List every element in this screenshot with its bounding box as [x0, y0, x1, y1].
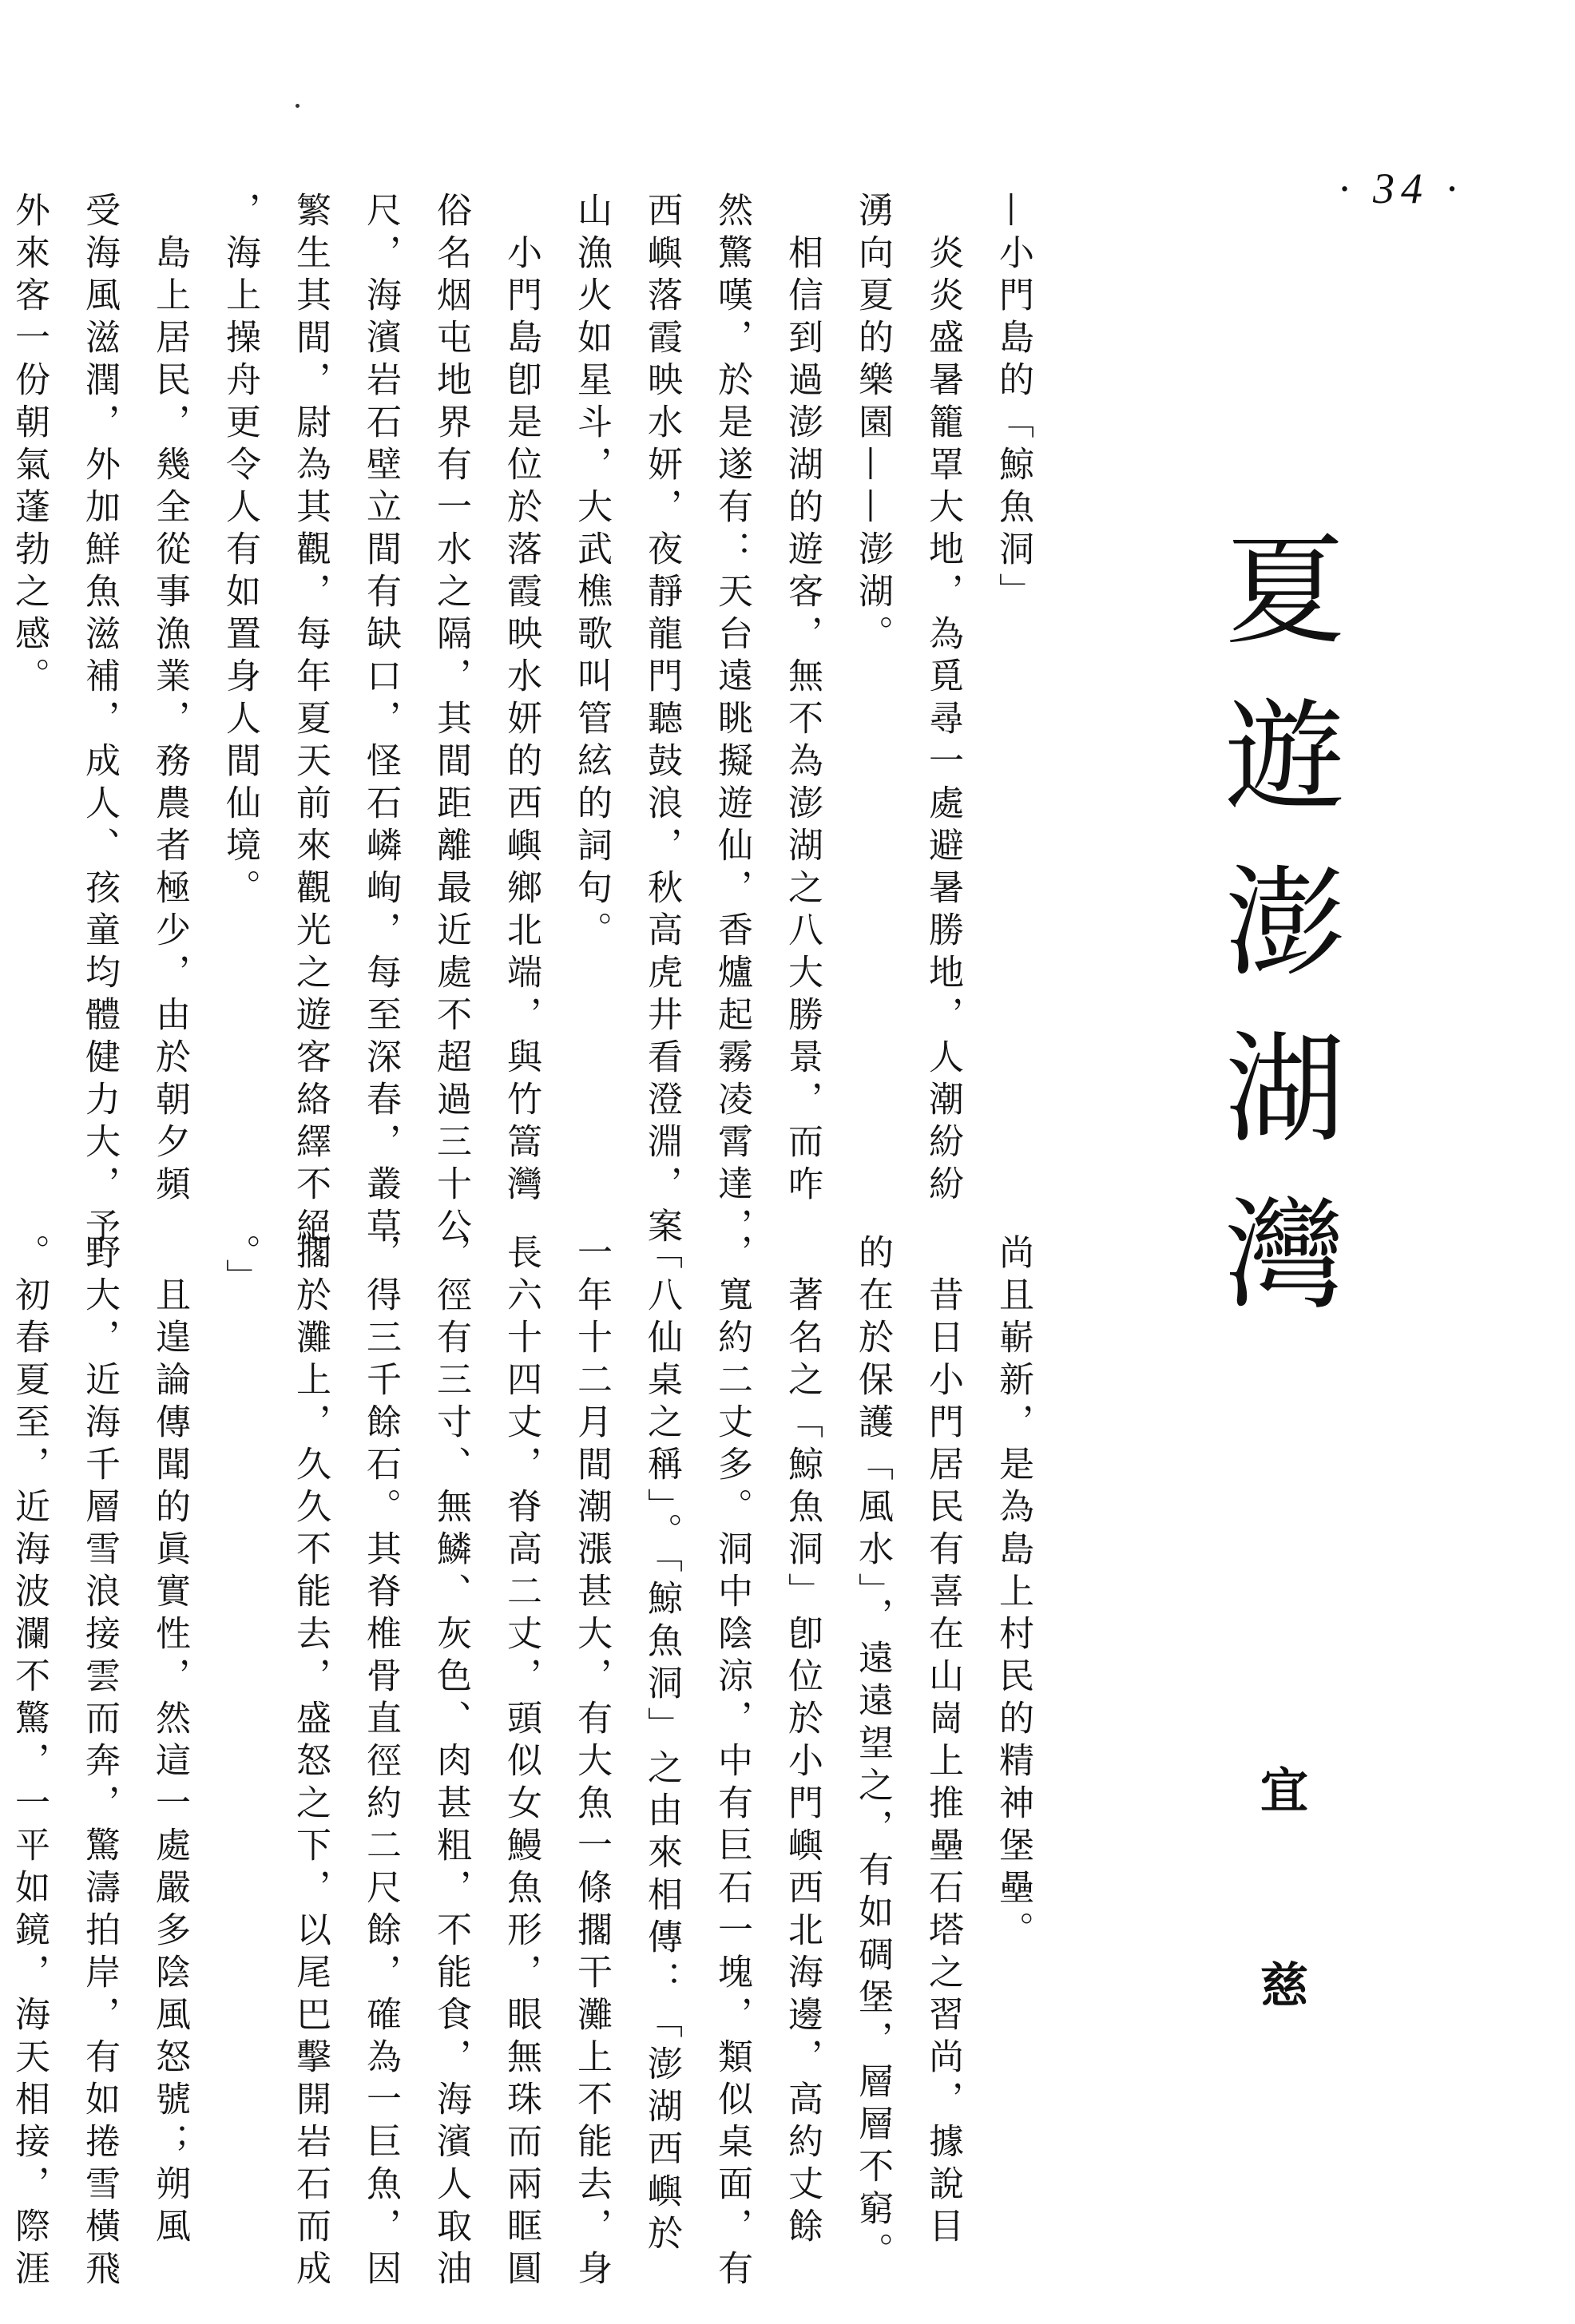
- text-column: 著名之「鯨魚洞」卽位於小門嶼西北海邊，高約丈餘: [782, 1234, 823, 2250]
- text-column: 長六十四丈，脊高二丈，頭似女鰻魚形，眼無珠而兩眶圓: [501, 1234, 542, 2292]
- text-column: 昔日小門居民有喜在山崗上推壘石塔之習尚，據說目: [922, 1234, 963, 2250]
- text-column: 小門島卽是位於落霞映水妍的西嶼鄉北端，與竹篙灣: [501, 192, 542, 1208]
- text-column: 島上居民，幾全從事漁業，務農者極少，由於朝夕頻: [149, 192, 190, 1208]
- text-column: 湧向夏的樂園——澎湖。: [852, 192, 893, 657]
- text-column: 西嶼落霞映水妍，夜靜龍門聽鼓浪，秋高虎井看澄淵，案: [641, 192, 682, 1250]
- text-column: —小門島的「鯨魚洞」: [993, 192, 1033, 615]
- text-column: 外來客一份朝氣蓬勃之感。: [9, 192, 50, 700]
- page-number: · 34 ·: [1339, 165, 1463, 212]
- text-column: 擱於灘上，久久不能去，盛怒之下，以尾巴擊開岩石而成: [290, 1234, 331, 2292]
- text-column: 的在於保護「風水」，遠遠望之，有如碉堡，層層不窮。: [852, 1234, 893, 2274]
- stray-mark: [296, 104, 300, 108]
- text-column: ，得三千餘石。其脊椎骨直徑約二尺餘，確為一巨魚，因: [360, 1234, 401, 2292]
- text-column: 尚且嶄新，是為島上村民的精神堡壘。: [993, 1234, 1033, 1953]
- text-column: 。」: [220, 1234, 260, 1301]
- text-column: 且遑論傳聞的眞實性，然這一處嚴多陰風怒號；朔風: [149, 1234, 190, 2250]
- text-column: 炎炎盛暑籠罩大地，為覓尋一處避暑勝地，人潮紛紛: [922, 192, 963, 1208]
- text-column: 野大，近海千層雪浪接雲而奔，驚濤拍岸，有如捲雪橫飛: [79, 1234, 120, 2292]
- text-column: 繁生其間，尉為其觀，每年夏天前來觀光之遊客絡繹不絕: [290, 192, 331, 1250]
- text-column: 然驚嘆，於是遂有：天台遠眺擬遊仙，香爐起霧凌霄達，: [712, 192, 752, 1250]
- text-column: 尺，海濱岩石壁立間有缺口，怪石嶙峋，每至深春，叢草: [360, 192, 401, 1250]
- article-title: 夏遊澎湖灣: [1204, 527, 1343, 1358]
- lower-text-block: [9, 1234, 1048, 2296]
- upper-text-block: [9, 192, 1048, 1254]
- text-column: 受海風滋潤，外加鮮魚滋補，成人、孩童均體健力大，予: [79, 192, 120, 1250]
- text-column: ，徑有三寸、無鱗、灰色、肉甚粗，不能食，海濱人取油: [430, 1234, 471, 2292]
- text-column: 相信到過澎湖的遊客，無不為澎湖之八大勝景，而咋: [782, 192, 823, 1208]
- text-column: 「八仙桌之稱」。「鯨魚洞」之由來相傳：「澎湖西嶼於: [641, 1234, 682, 2257]
- author-name: 宜 慈: [1252, 1765, 1308, 2057]
- text-column: ，寬約二丈多。洞中陰涼，中有巨石一塊，類似桌面，有: [712, 1234, 752, 2292]
- text-column: 俗名烟屯地界有一水之隔，其間距離最近處不超過三十公: [430, 192, 471, 1250]
- text-column: 一年十二月間潮漲甚大，有大魚一條擱干灘上不能去，身: [571, 1234, 612, 2292]
- text-column: ，海上操舟更令人有如置身人間仙境。: [220, 192, 260, 911]
- text-column: 山漁火如星斗，大武樵歌叫管絃的詞句。: [571, 192, 612, 954]
- text-column: 。初春夏至，近海波瀾不驚，一平如鏡，海天相接，際涯: [9, 1234, 50, 2292]
